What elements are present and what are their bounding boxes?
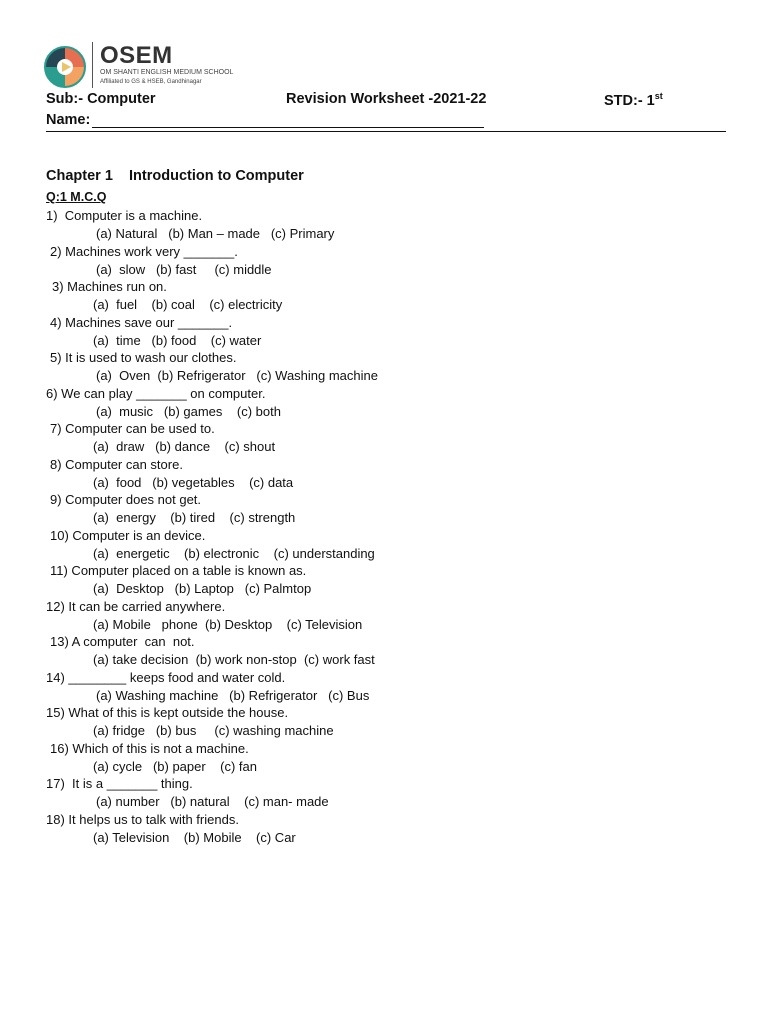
question-options: (a) fridge (b) bus (c) washing machine <box>93 723 334 738</box>
logo-divider <box>92 42 93 88</box>
question-text: 6) We can play _______ on computer. <box>46 386 266 401</box>
logo-affiliation: Affiliated to GS & HSEB, Gandhinagar <box>100 79 202 85</box>
question-options: (a) take decision (b) work non-stop (c) work fast <box>93 652 375 667</box>
question-options: (a) Desktop (b) Laptop (c) Palmtop <box>93 581 312 596</box>
question-text: 9) Computer does not get. <box>50 492 202 507</box>
question-text: 1) Computer is a machine. <box>46 208 203 223</box>
question-text: 8) Computer can store. <box>50 457 183 472</box>
name-field <box>46 112 484 128</box>
question-text: 13) A computer can not. <box>50 634 195 649</box>
question-options: (a) draw (b) dance (c) shout <box>93 439 276 454</box>
school-logo <box>44 42 254 92</box>
question-options: (a) Oven (b) Refrigerator (c) Washing machine <box>96 368 378 383</box>
question-text: 7) Computer can be used to. <box>50 421 215 436</box>
subject-label: Sub:- Computer <box>46 91 156 107</box>
question-options: (a) food (b) vegetables (c) data <box>93 475 294 490</box>
chapter-title: Introduction to Computer <box>129 168 304 184</box>
question-text: 16) Which of this is not a machine. <box>50 741 249 756</box>
question-text: 4) Machines save our _______. <box>50 315 233 330</box>
question-text: 11) Computer placed on a table is known as. <box>50 563 307 578</box>
question-text: 17) It is a _______ thing. <box>46 776 193 791</box>
question-options: (a) slow (b) fast (c) middle <box>96 262 272 277</box>
worksheet-title: Revision Worksheet -2021-22 <box>286 91 487 107</box>
question-text: 5) It is used to wash our clothes. <box>50 350 237 365</box>
question-options: (a) Washing machine (b) Refrigerator (c) Bus <box>96 688 370 703</box>
std-label: STD:- 1st <box>604 91 663 109</box>
chapter-label: Chapter 1 <box>46 168 113 184</box>
question-options: (a) Mobile phone (b) Desktop (c) Television <box>93 617 363 632</box>
question-options: (a) number (b) natural (c) man- made <box>96 794 329 809</box>
question-text: 3) Machines run on. <box>52 279 167 294</box>
header-rule <box>46 131 726 132</box>
question-options: (a) energy (b) tired (c) strength <box>93 510 296 525</box>
section-title: Q:1 M.C.Q <box>46 190 107 204</box>
question-options: (a) fuel (b) coal (c) electricity <box>93 297 283 312</box>
question-options: (a) energetic (b) electronic (c) understanding <box>93 546 375 561</box>
question-options: (a) Television (b) Mobile (c) Car <box>93 830 296 845</box>
question-options: (a) time (b) food (c) water <box>93 333 262 348</box>
name-blank-line <box>92 113 484 128</box>
question-options: (a) cycle (b) paper (c) fan <box>93 759 257 774</box>
school-emblem-icon <box>44 46 86 88</box>
question-text: 15) What of this is kept outside the house. <box>46 705 289 720</box>
question-text: 10) Computer is an device. <box>50 528 206 543</box>
question-text: 18) It helps us to talk with friends. <box>46 812 239 827</box>
question-options: (a) music (b) games (c) both <box>96 404 281 419</box>
question-options: (a) Natural (b) Man – made (c) Primary <box>96 226 335 241</box>
name-label: Name: <box>46 112 91 128</box>
question-text: 12) It can be carried anywhere. <box>46 599 226 614</box>
logo-school-name: OM SHANTI ENGLISH MEDIUM SCHOOL <box>100 69 234 76</box>
chapter-heading <box>46 168 304 184</box>
question-text: 2) Machines work very _______. <box>50 244 238 259</box>
logo-name: OSEM <box>100 42 173 69</box>
question-text: 14) ________ keeps food and water cold. <box>46 670 286 685</box>
